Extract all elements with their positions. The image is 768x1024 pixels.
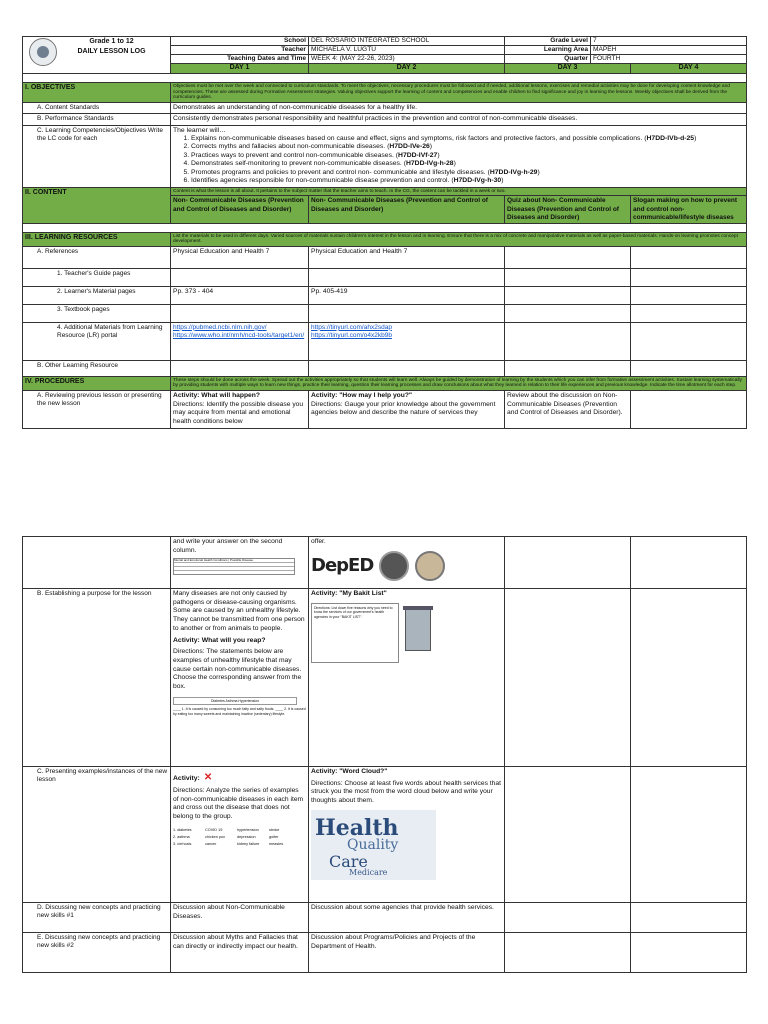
dates-value: WEEK 4: (MAY 22-26, 2023) [309, 55, 505, 64]
conditions-mini-table [173, 558, 295, 575]
proc-a-cont-day4 [631, 537, 747, 589]
references-day4 [631, 246, 747, 268]
proc-b-day1-text: Many diseases are not only caused by pathogens or disease-causing organisms. Some are caused by an unhealthy lifestyle. They cannot be transmitted from one person to another or from animals to people. [173, 590, 305, 632]
cloud-word: Quality [347, 836, 399, 853]
objectives-title: I. OBJECTIVES [23, 83, 171, 103]
grid-cell: 3. cirrhosis [173, 841, 192, 846]
teacher-value: MICHAELA V. LUGTU [309, 46, 505, 55]
grid-cell: stroke [269, 827, 280, 832]
other-resource-label: B. Other Learning Resource [23, 360, 171, 376]
dll-table-page-2 [22, 536, 747, 973]
competency-item: 5. Promotes programs and policies to prevent and control non- communicable and lifestyle diseases. (H7DD-IVg-h-29) [191, 169, 744, 177]
proc-a-day4 [631, 390, 747, 428]
grade-value: 7 [591, 37, 747, 46]
performance-standards-text: Consistently demonstrates personal responsibility and healthful practices in the prevention and control of non-communicable diseases. [171, 114, 747, 125]
grid-cell: cancer [205, 841, 217, 846]
proc-e-day2: Discussion about Programs/Policies and Projects of the Department of Health. [309, 933, 505, 973]
proc-b-label: B. Establishing a purpose for the lesson [23, 589, 171, 767]
area-label: Learning Area [505, 46, 591, 55]
grid-cell: 1. diabetes [173, 827, 192, 832]
teachers-guide-day1 [171, 268, 309, 286]
competency-item: 6. Identifies agencies responsible for non-communicable disease prevention and control. (H7DD-IVg-h-30) [191, 177, 744, 185]
competency-item: 1. Explains non-communicable diseases based on cause and effect, signs and symptoms, risk factors and protective factors, and possible complications. (H7DD-IVb-d-25) [191, 135, 744, 143]
day2-header: DAY 2 [309, 64, 505, 74]
agency-seal-icon [379, 551, 409, 581]
quarter-value: FOURTH [591, 55, 747, 64]
disease-grid [173, 828, 297, 847]
competencies-intro: The learner will… [173, 126, 226, 134]
proc-a-day2-title: Activity: "How may I help you?" [311, 391, 413, 399]
mini-table-header: Mental and Emotional Health Conditions | Possible Disease [174, 559, 294, 563]
resources-note: List the materials to be used in different days. Varied sources of materials sustain children's interest in the lesson and in learning. Ensure that there is a mix of concrete and manipulative materials as well as paper-based materials. Hands-on learning promotes concept development. [171, 232, 747, 246]
additional-materials-day1 [171, 322, 309, 360]
proc-a-day1-title: Activity: What will happen? [173, 391, 260, 399]
content-note: Content is what the lesson is all about. It pertains to the subject matter that the teacher aims to teach. In the CG, the content can be tackled in a week or two. [171, 187, 747, 196]
proc-c-day4 [631, 767, 747, 903]
textbook-day4 [631, 304, 747, 322]
competencies-cell [171, 125, 747, 187]
deped-wordmark: DepED [311, 555, 374, 576]
competency-item: 4. Demonstrates self-monitoring to prevent non-communicable diseases. (H7DD-IVg-h-28) [191, 160, 744, 168]
proc-c-day1 [171, 767, 309, 903]
teachers-guide-day2 [309, 268, 505, 286]
proc-a-cont-day3 [505, 537, 631, 589]
link-who[interactable]: https://www.who.int/nmh/ncd-tools/target1/en/ [173, 331, 305, 339]
performance-standards-label: B. Performance Standards [23, 114, 171, 125]
cross-out-icon: ✕ [203, 772, 213, 783]
school-value: DEL ROSARIO INTEGRATED SCHOOL [309, 37, 505, 46]
proc-e-day1: Discussion about Myths and Fallacies that can directly or indirectly impact our health. [171, 933, 309, 973]
dll-page-2 [22, 536, 746, 973]
cloud-word: Medicare [349, 867, 388, 877]
references-day2: Physical Education and Health 7 [309, 246, 505, 268]
other-resource-day4 [631, 360, 747, 376]
quarter-label: Quarter [505, 55, 591, 64]
proc-b-day1-dir: Directions: The statements below are examples of unhealthy lifestyle that may cause certain non-communicable diseases. Choose the corresponding answer from the box. [173, 648, 302, 691]
content-standards-label: A. Content Standards [23, 102, 171, 113]
grid-cell: measles [269, 841, 284, 846]
proc-b-day2-title: Activity: "My Bakit List" [311, 590, 387, 597]
proc-c-day2-dir: Directions: Choose at least five words about health services that struck you the most from the word cloud below and write your thoughts about them. [311, 779, 501, 805]
content-title: II. CONTENT [23, 187, 171, 223]
learners-material-day1: Pp. 373 - 404 [171, 286, 309, 304]
textbook-label: 3. Textbook pages [23, 304, 171, 322]
proc-c-day2 [309, 767, 505, 903]
dates-label: Teaching Dates and Time [171, 55, 309, 64]
teacher-label: Teacher [171, 46, 309, 55]
references-day3 [505, 246, 631, 268]
school-label: School [171, 37, 309, 46]
additional-materials-day4 [631, 322, 747, 360]
lifestyle-statements: ____ 1. It is caused by consuming too much fatty and salty foods. ____ 2. It is caused by eating too many sweets and maintaining inactive (sedentary) lifestyle. [173, 707, 306, 716]
spacer-row [23, 74, 747, 83]
proc-a-day2-cont: offer. [311, 538, 326, 545]
header-title-line1: Grade 1 to 12 [89, 38, 134, 45]
grid-cell: goiter [269, 834, 279, 839]
cloud-word: Health [315, 814, 399, 841]
health-word-cloud [311, 810, 436, 880]
deped-logo [29, 38, 57, 66]
content-standards-text: Demonstrates an understanding of non-communicable diseases for a healthy life. [171, 102, 747, 113]
proc-c-day3 [505, 767, 631, 903]
content-day2: Non- Communicable Diseases (Prevention and Control of Diseases and Disorder) [309, 196, 505, 223]
references-label: A. References [23, 246, 171, 268]
proc-d-day2: Discussion about some agencies that provide health services. [309, 903, 505, 933]
proc-a-cont-day1 [171, 537, 309, 589]
grid-cell: hypertension [237, 827, 259, 832]
content-day3: Quiz about Non- Communicable Diseases (Prevention and Control of Diseases and Disorder) [505, 196, 631, 223]
link-tinyurl-1[interactable]: https://tinyurl.com/ahx2sdap [311, 323, 392, 331]
teachers-guide-label: 1. Teacher's Guide pages [23, 268, 171, 286]
proc-c-day1-dir: Directions: Analyze the series of examples of non-communicable diseases in each item and cross out the disease that does not belong to the group. [173, 787, 304, 821]
proc-d-label: D. Discussing new concepts and practicing new skills #1 [23, 903, 171, 933]
learners-material-day4 [631, 286, 747, 304]
teachers-guide-day3 [505, 268, 631, 286]
other-resource-day3 [505, 360, 631, 376]
proc-d-day1: Discussion about Non-Communicable Diseases. [171, 903, 309, 933]
proc-a-day2-text: Directions: Gauge your prior knowledge about the government agencies below and describe the nature of services they [311, 400, 496, 417]
proc-a-label: A. Reviewing previous lesson or presenting the new lesson [23, 390, 171, 428]
proc-a-day3: Review about the discussion on Non-Communicable Diseases (Prevention and Control of Diseases and Disorder). [505, 390, 631, 428]
competencies-label: C. Learning Competencies/Objectives Write the LC code for each [23, 125, 171, 187]
answer-choices-box: Diabetes Asthma Hypertension [173, 697, 297, 706]
learners-material-day2: Pp. 405-419 [309, 286, 505, 304]
objectives-note: Objectives must be met over the week and connected to curriculum standards. To meet the objectives, necessary procedures must be followed and if needed, additional lessons, exercises and remedial activities may be done for developing content knowledge and competencies. These are assessed during Formative Assessment strategies. Valuing objectives support the learning of content and competencies and enable children to find significance and joy in learning the lessons. Weekly objectives shall be derived from the curriculum guides. [171, 83, 747, 103]
proc-d-day4 [631, 903, 747, 933]
link-pubmed[interactable]: https://pubmed.ncbi.nlm.nih.gov/ [173, 323, 267, 331]
proc-a-day1-text: Directions: Identify the possible disease you may acquire from mental and emotional health conditions below [173, 400, 304, 425]
proc-b-day2 [309, 589, 505, 767]
proc-a-day1 [171, 390, 309, 428]
procedures-note: These steps should be done across the week. Spread out the activities appropriately so that students will learn well. Always be guided by demonstration of learning by the students which you can infer from formative assessment activities. Sustain learning systematically by providing students with multiple ways to learn new things, practice their learning, question their learning processes and draw conclusions about what they learned in relation to their life experiences and previous knowledge. Indicate the time allotment for each step. [171, 376, 747, 390]
additional-materials-day3 [505, 322, 631, 360]
proc-c-label: C. Presenting examples/instances of the new lesson [23, 767, 171, 903]
teachers-guide-day4 [631, 268, 747, 286]
procedures-title: IV. PROCEDURES [23, 376, 171, 390]
proc-a-cont-label [23, 537, 171, 589]
proc-e-label: E. Discussing new concepts and practicing new skills #2 [23, 933, 171, 973]
proc-b-day1-title: Activity: What will you reap? [173, 636, 266, 644]
proc-a-day1-cont: and write your answer on the second column. [173, 538, 283, 554]
proc-c-day2-title: Activity: "Word Cloud?" [311, 768, 388, 775]
other-resource-day2 [309, 360, 505, 376]
content-day4: Slogan making on how to prevent and control non-communicable/lifestyle diseases [631, 196, 747, 223]
agency-seal-2-icon [415, 551, 445, 581]
grid-cell: 2. asthma [173, 834, 190, 839]
grade-label: Grade Level [505, 37, 591, 46]
textbook-day3 [505, 304, 631, 322]
proc-b-day4 [631, 589, 747, 767]
learners-material-day3 [505, 286, 631, 304]
spacer-row [23, 223, 747, 232]
grid-cell: depression [237, 834, 256, 839]
header-title-line2: DAILY LESSON LOG [77, 48, 146, 55]
day4-header: DAY 4 [631, 64, 747, 74]
area-value: MAPEH [591, 46, 747, 55]
dll-table-page-1 [22, 36, 747, 429]
day1-header: DAY 1 [171, 64, 309, 74]
day3-header: DAY 3 [505, 64, 631, 74]
references-day1: Physical Education and Health 7 [171, 246, 309, 268]
proc-e-day3 [505, 933, 631, 973]
bakit-list-figure [311, 603, 502, 663]
other-resource-day1 [171, 360, 309, 376]
competencies-list [173, 135, 744, 186]
agency-logos [311, 551, 502, 581]
competency-item: 3. Practices ways to prevent and control non-communicable diseases. (H7DD-IVf-27) [191, 152, 744, 160]
textbook-day2 [309, 304, 505, 322]
competency-item: 2. Corrects myths and fallacies about non-communicable diseases. (H7DD-IVe-26) [191, 143, 744, 151]
proc-b-day1 [171, 589, 309, 767]
resources-title: III. LEARNING RESOURCES [23, 232, 171, 246]
additional-materials-label: 4. Additional Materials from Learning Resource (LR) portal [23, 322, 171, 360]
dll-page-1 [22, 36, 746, 429]
grid-cell: chicken pox [205, 834, 226, 839]
proc-c-day1-title: Activity: ✕ [173, 772, 213, 783]
proc-b-day3 [505, 589, 631, 767]
proc-a-day2 [309, 390, 505, 428]
textbook-day1 [171, 304, 309, 322]
additional-materials-day2 [309, 322, 505, 360]
grid-cell: COVID 19 [205, 827, 223, 832]
learners-material-label: 2. Learner's Material pages [23, 286, 171, 304]
grid-cell: kidney failure [237, 841, 260, 846]
content-day1: Non- Communicable Diseases (Prevention and Control of Diseases and Disorder) [171, 196, 309, 223]
header-title-cell [23, 37, 171, 74]
proc-d-day3 [505, 903, 631, 933]
proc-e-day4 [631, 933, 747, 973]
proc-a-cont-day2 [309, 537, 505, 589]
cloud-word: Care [329, 851, 368, 871]
link-tinyurl-2[interactable]: https://tinyurl.com/o4x2kb9b [311, 331, 392, 339]
trash-bin-icon [405, 609, 431, 651]
bakit-list-sheet: Directions: List down five reasons why you need to know the services of our government's health agencies in your "BAKIT LIST". [311, 603, 399, 663]
